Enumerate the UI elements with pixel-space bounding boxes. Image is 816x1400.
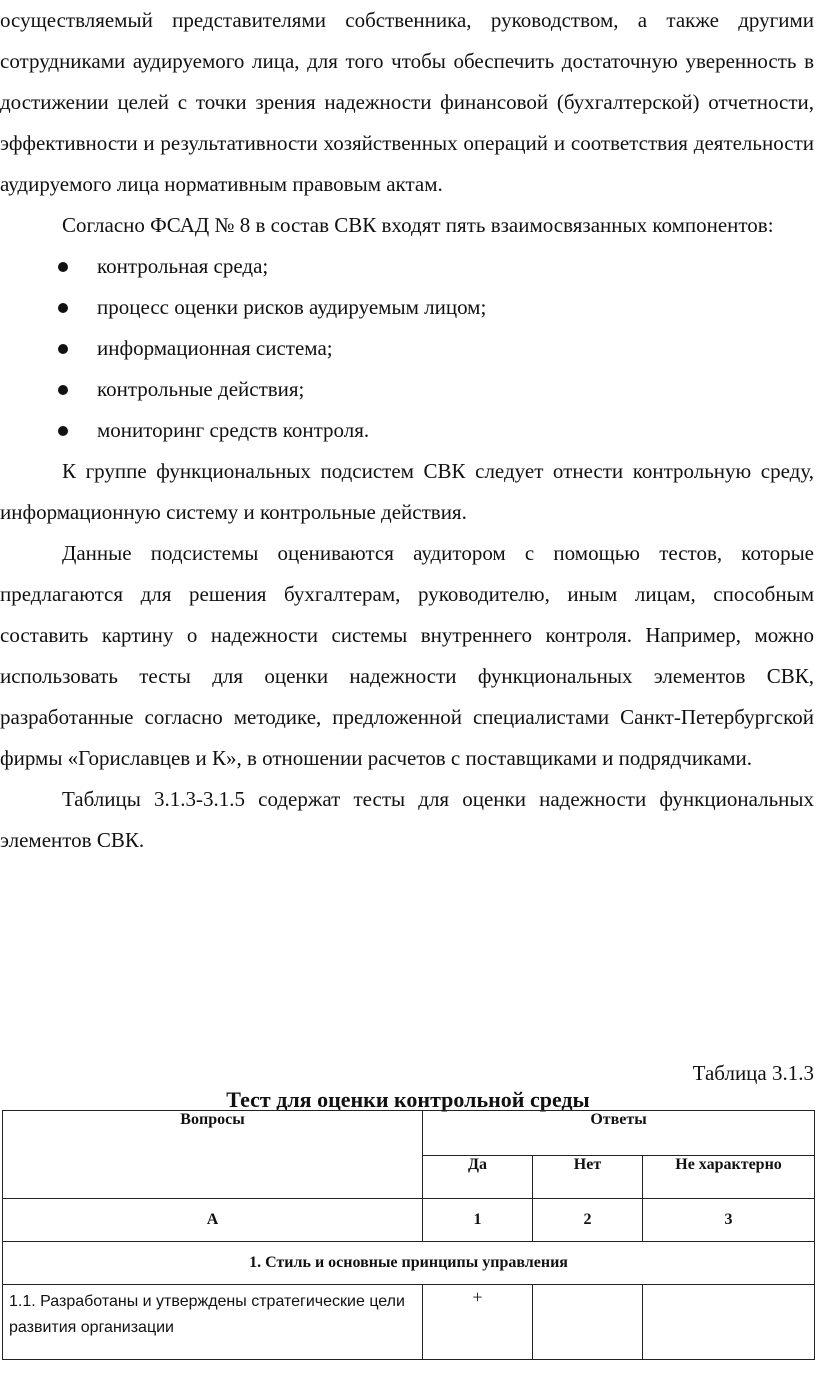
index-2: 2 — [533, 1199, 643, 1242]
answer-na-cell — [643, 1285, 815, 1360]
bullet-icon — [58, 344, 68, 354]
section-title: 1. Стиль и основные принципы управления — [3, 1242, 815, 1285]
list-item: процесс оценки рисков аудируемым лицом; — [0, 287, 814, 328]
bullet-icon — [58, 303, 68, 313]
header-questions: Вопросы — [3, 1111, 423, 1199]
answer-yes-cell: + — [423, 1285, 533, 1360]
list-item: контрольная среда; — [0, 246, 814, 287]
list-item: мониторинг средств контроля. — [0, 410, 814, 451]
list-item: контрольные действия; — [0, 369, 814, 410]
index-1: 1 — [423, 1199, 533, 1242]
question-cell: 1.1. Разработаны и утверждены стратегические цели развития организации — [3, 1285, 423, 1360]
header-not-applicable: Не характерно — [643, 1156, 815, 1199]
paragraph-continuation: осуществляемый представителями собственника, руководством, а также другими сотрудниками аудируемого лица, для того чтобы обеспечить достаточную уверенность в достижении целей с точки зрения надежности финансовой (бухгалтерской) отчетности, эффективности и результативности хозяйственных операций и соответствия деятельности аудируемого лица нормативным правовым актам. — [0, 8, 814, 196]
table-row — [3, 1285, 815, 1360]
bullet-icon — [58, 262, 68, 272]
table-section-row — [3, 1242, 815, 1285]
header-no: Нет — [533, 1156, 643, 1199]
bullet-icon — [58, 385, 68, 395]
table-caption: Таблица 3.1.3 — [692, 1061, 814, 1085]
components-list — [0, 246, 814, 451]
paragraph-tables-ref: Таблицы 3.1.3-3.1.5 содержат тесты для оценки надежности функциональных элементов СВК. — [0, 787, 814, 852]
table-index-row — [3, 1199, 815, 1242]
list-item: информационная система; — [0, 328, 814, 369]
header-answers: Ответы — [423, 1111, 815, 1156]
header-yes: Да — [423, 1156, 533, 1199]
paragraph-functional-subsystems: К группе функциональных подсистем СВК следует отнести контрольную среду, информационную систему и контрольные действия. — [0, 459, 814, 524]
table-title: Тест для оценки контрольной среды — [226, 1087, 590, 1112]
bullet-icon — [58, 426, 68, 436]
paragraph-tests: Данные подсистемы оцениваются аудитором с помощью тестов, которые предлагаются для решения бухгалтерам, руководителю, иным лицам, способным составить картину о надежности системы внутреннего контроля. Например, можно использовать тесты для оценки надежности функциональных элементов СВК, разработанные согласно методике, предложенной специалистами Санкт-Петербургской фирмы «Гориславцев и К», в отношении расчетов с поставщиками и подрядчиками. — [0, 541, 814, 770]
index-3: 3 — [643, 1199, 815, 1242]
table-header-row — [3, 1111, 815, 1156]
paragraph-components-intro: Согласно ФСАД № 8 в состав СВК входят пять взаимосвязанных компонентов: — [62, 213, 774, 237]
control-environment-test-table — [2, 1110, 815, 1360]
answer-no-cell — [533, 1285, 643, 1360]
index-a: А — [3, 1199, 423, 1242]
